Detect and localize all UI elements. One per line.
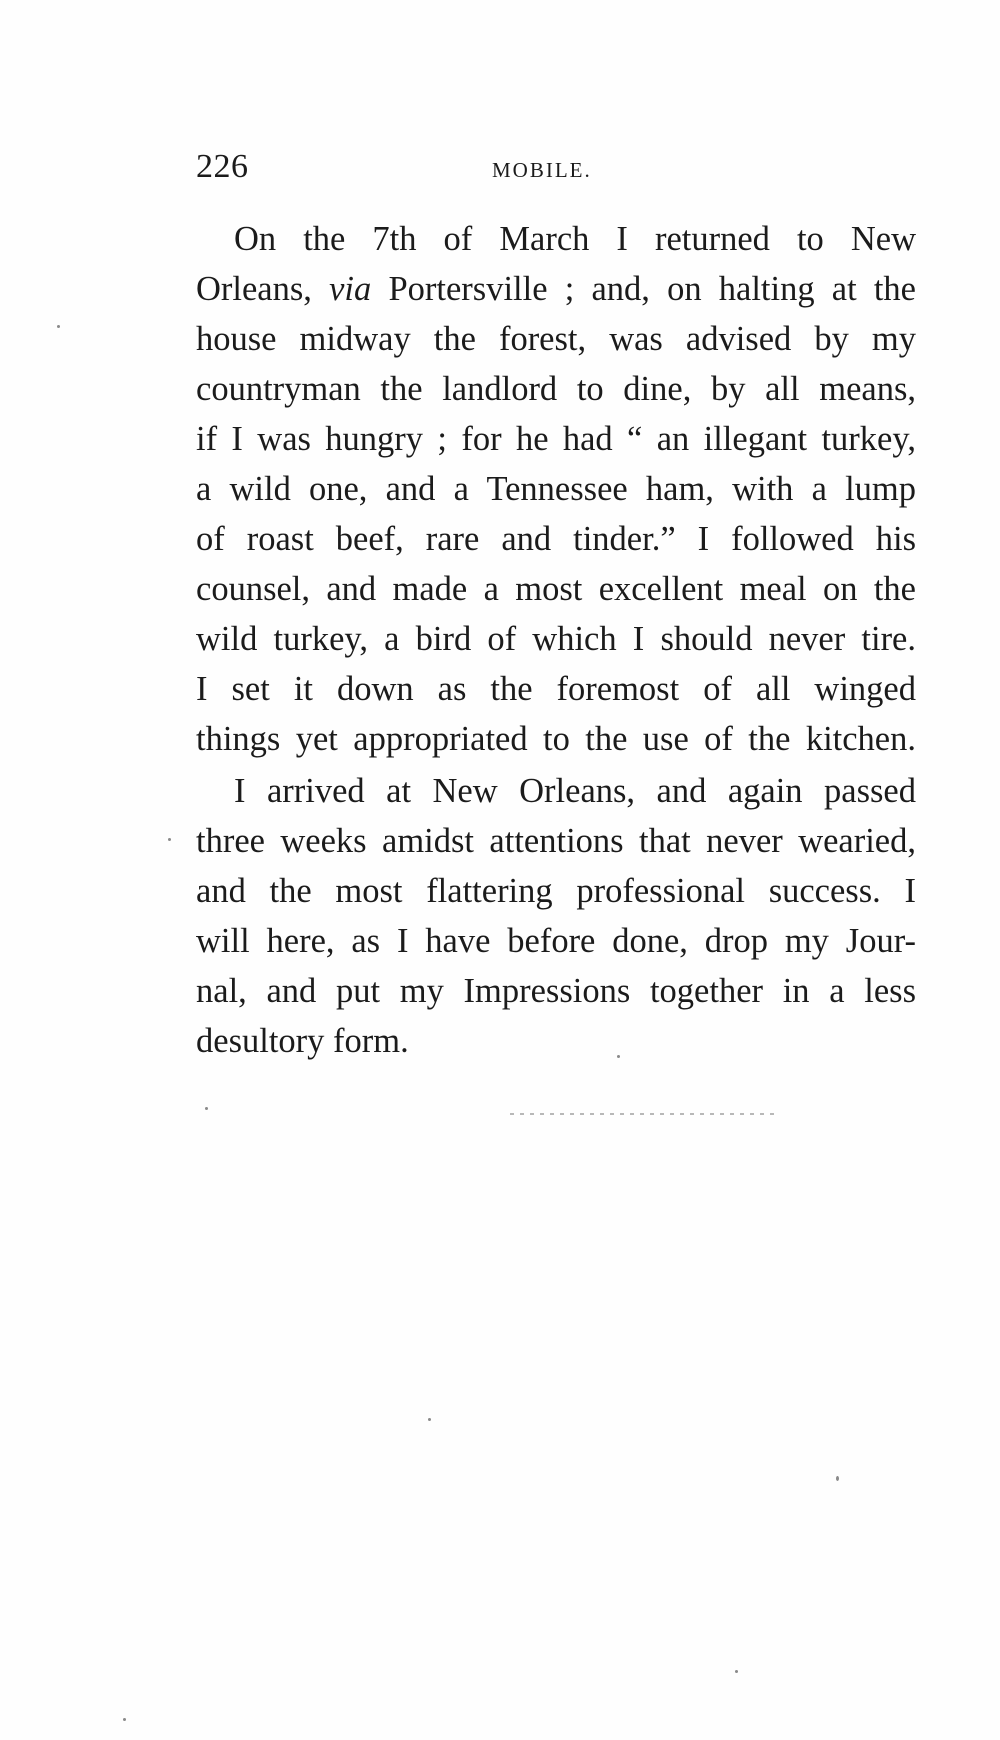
text-line: I set it down as the foremost of all winged	[196, 670, 916, 708]
running-head	[196, 148, 916, 188]
text-line: and the most flattering professional success. I	[196, 872, 916, 910]
paragraph-1	[196, 214, 916, 764]
text-line: counsel, and made a most excellent meal on the	[196, 570, 916, 608]
text-line: three weeks amidst attentions that never wearied,	[196, 822, 916, 860]
text-line: if I was hungry ; for he had “ an illegant turkey,	[196, 420, 916, 458]
paper-speck	[836, 1476, 839, 1481]
page-number: 226	[196, 148, 249, 185]
text-line: I arrived at New Orleans, and again passed	[234, 772, 916, 810]
paper-speck	[168, 838, 171, 841]
text-line: wild turkey, a bird of which I should never tire.	[196, 620, 916, 658]
show-through-mark	[510, 1113, 780, 1115]
italic-via: via	[329, 270, 372, 308]
paper-speck	[617, 1055, 620, 1058]
text-line: nal, and put my Impressions together in a less	[196, 972, 916, 1010]
text-line: a wild one, and a Tennessee ham, with a lump	[196, 470, 916, 508]
paragraph-2	[196, 766, 916, 1066]
section-title: MOBILE.	[492, 158, 592, 182]
text-line: house midway the forest, was advised by my	[196, 320, 916, 358]
text-line-via: Orleans, via Portersville ; and, on halting at the	[196, 270, 916, 308]
paper-speck	[205, 1107, 208, 1110]
text-line: countryman the landlord to dine, by all means,	[196, 370, 916, 408]
text-line: things yet appropriated to the use of the kitchen.	[196, 720, 916, 758]
text-line: will here, as I have before done, drop my Jour-	[196, 922, 916, 960]
paper-speck	[57, 325, 60, 328]
paper-speck	[735, 1670, 738, 1673]
paper-speck	[428, 1418, 431, 1421]
text-line: desultory form.	[196, 1022, 409, 1060]
text-line: of roast beef, rare and tinder.” I followed his	[196, 520, 916, 558]
body-text	[196, 214, 916, 1066]
text-line: On the 7th of March I returned to New	[234, 220, 916, 258]
paper-speck	[123, 1718, 126, 1721]
